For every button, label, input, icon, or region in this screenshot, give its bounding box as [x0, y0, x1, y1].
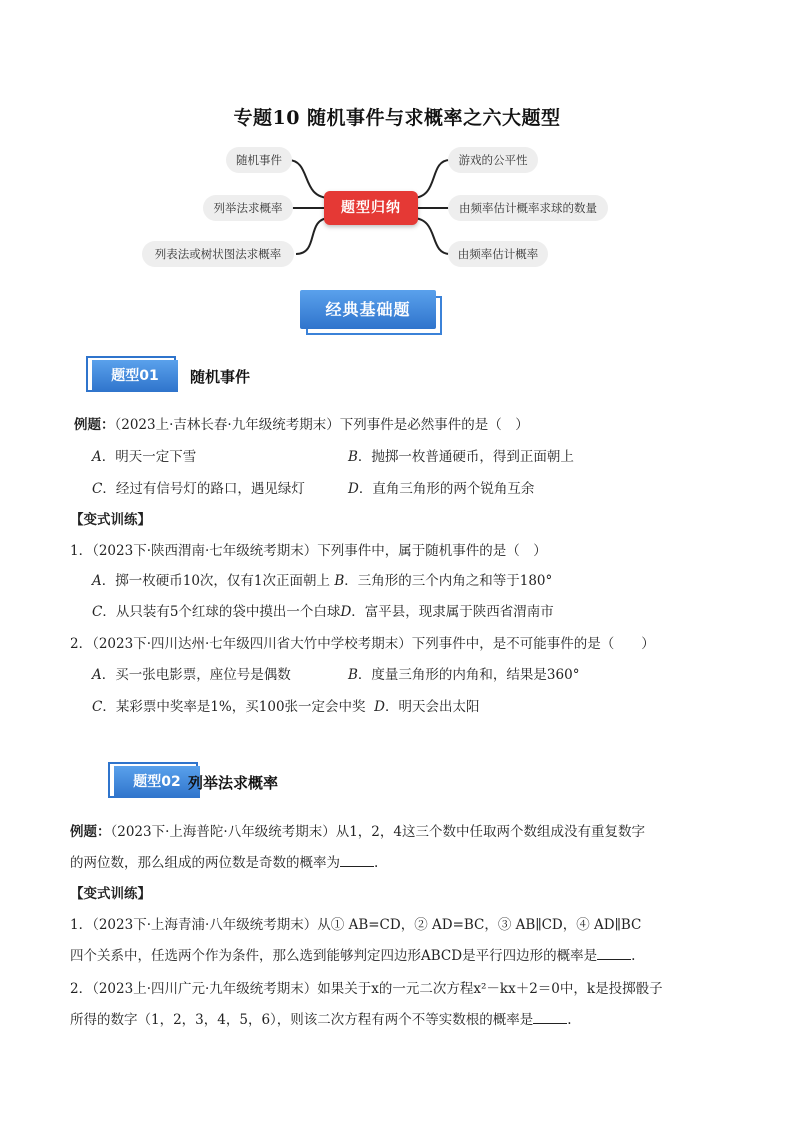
section2-example-line1: 例题：（2023下·上海普陀·八年级统考期末）从1，2，4这三个数中任取两个数组成没有重复数字 [70, 824, 645, 840]
section2-tag [108, 762, 200, 802]
mindmap-node-enumeration: 列举法求概率 [203, 195, 293, 221]
mindmap-node-table-tree: 列表法或树状图法求概率 [142, 241, 294, 267]
banner-label: 经典基础题 [300, 290, 436, 329]
section1-tag-label: 题型01 [92, 360, 178, 392]
mindmap-node-ball-count: 由频率估计概率求球的数量 [448, 195, 608, 221]
section2-example-line2: 的两位数，那么组成的两位数是奇数的概率为 . [70, 855, 379, 871]
section1-q2-option-b: B．度量三角形的内角和，结果是360° [348, 667, 580, 683]
section2-q1-line1: 1．（2023下·上海青浦·八年级统考期末）从① AB=CD，② AD=BC，③ AB∥CD，④ AD∥BC [70, 917, 642, 933]
section1-example-option-a: A．明天一定下雪 [92, 449, 197, 465]
section2-q2-line1: 2．（2023上·四川广元·九年级统考期末）如果关于x的一元二次方程x²－kx＋2＝0中，k是投掷骰子 [70, 981, 663, 997]
section1-example: 例题：（2023上·吉林长春·九年级统考期末）下列事件是必然事件的是（ ） [74, 417, 529, 433]
answer-blank [533, 1011, 567, 1024]
section1-example-option-c: C．经过有信号灯的路口，遇见绿灯 [92, 481, 305, 497]
section1-q2-options-cd: C．某彩票中奖率是1%，买100张一定会中奖 D．明天会出太阳 [92, 699, 480, 715]
mindmap-node-frequency: 由频率估计概率 [448, 241, 548, 267]
section1-tag [86, 356, 178, 396]
mindmap-node-game-fairness: 游戏的公平性 [448, 147, 538, 173]
page-title: 专题10 随机事件与求概率之六大题型 [233, 107, 561, 129]
section1-title: 随机事件 [190, 368, 251, 386]
mindmap-connectors [0, 0, 794, 300]
mindmap-node-random-event: 随机事件 [226, 147, 292, 173]
section1-example-option-b: B．抛掷一枚普通硬币，得到正面朝上 [348, 449, 574, 465]
section2-practice-label: 【变式训练】 [70, 886, 151, 902]
section1-q1-options-ab: A．掷一枚硬币10次，仅有1次正面朝上 B．三角形的三个内角之和等于180° [92, 573, 553, 589]
section2-title: 列举法求概率 [188, 774, 279, 792]
section1-practice-label: 【变式训练】 [70, 512, 151, 528]
section1-q2-option-a: A．买一张电影票，座位号是偶数 [92, 667, 291, 683]
answer-blank [340, 854, 374, 867]
section1-q1-options-cd: C．从只装有5个红球的袋中摸出一个白球D．富平县，现隶属于陕西省渭南市 [92, 604, 554, 620]
section1-example-option-d: D．直角三角形的两个锐角互余 [348, 481, 535, 497]
section-banner [300, 290, 445, 338]
section2-q2-line2: 所得的数字（1，2，3，4，5，6），则该二次方程有两个不等实数根的概率是 . [70, 1012, 572, 1028]
mindmap-center: 题型归纳 [324, 191, 418, 225]
answer-blank [597, 947, 631, 960]
section2-q1-line2: 四个关系中，任选两个作为条件，那么选到能够判定四边形ABCD是平行四边形的概率是 . [70, 948, 636, 964]
section1-question-1: 1．（2023下·陕西渭南·七年级统考期末）下列事件中，属于随机事件的是（ ） [70, 543, 547, 559]
section2-tag-label: 题型02 [114, 766, 200, 798]
section1-question-2: 2．（2023下·四川达州·七年级四川省大竹中学校考期末）下列事件中，是不可能事件的是（ ） [70, 636, 655, 652]
